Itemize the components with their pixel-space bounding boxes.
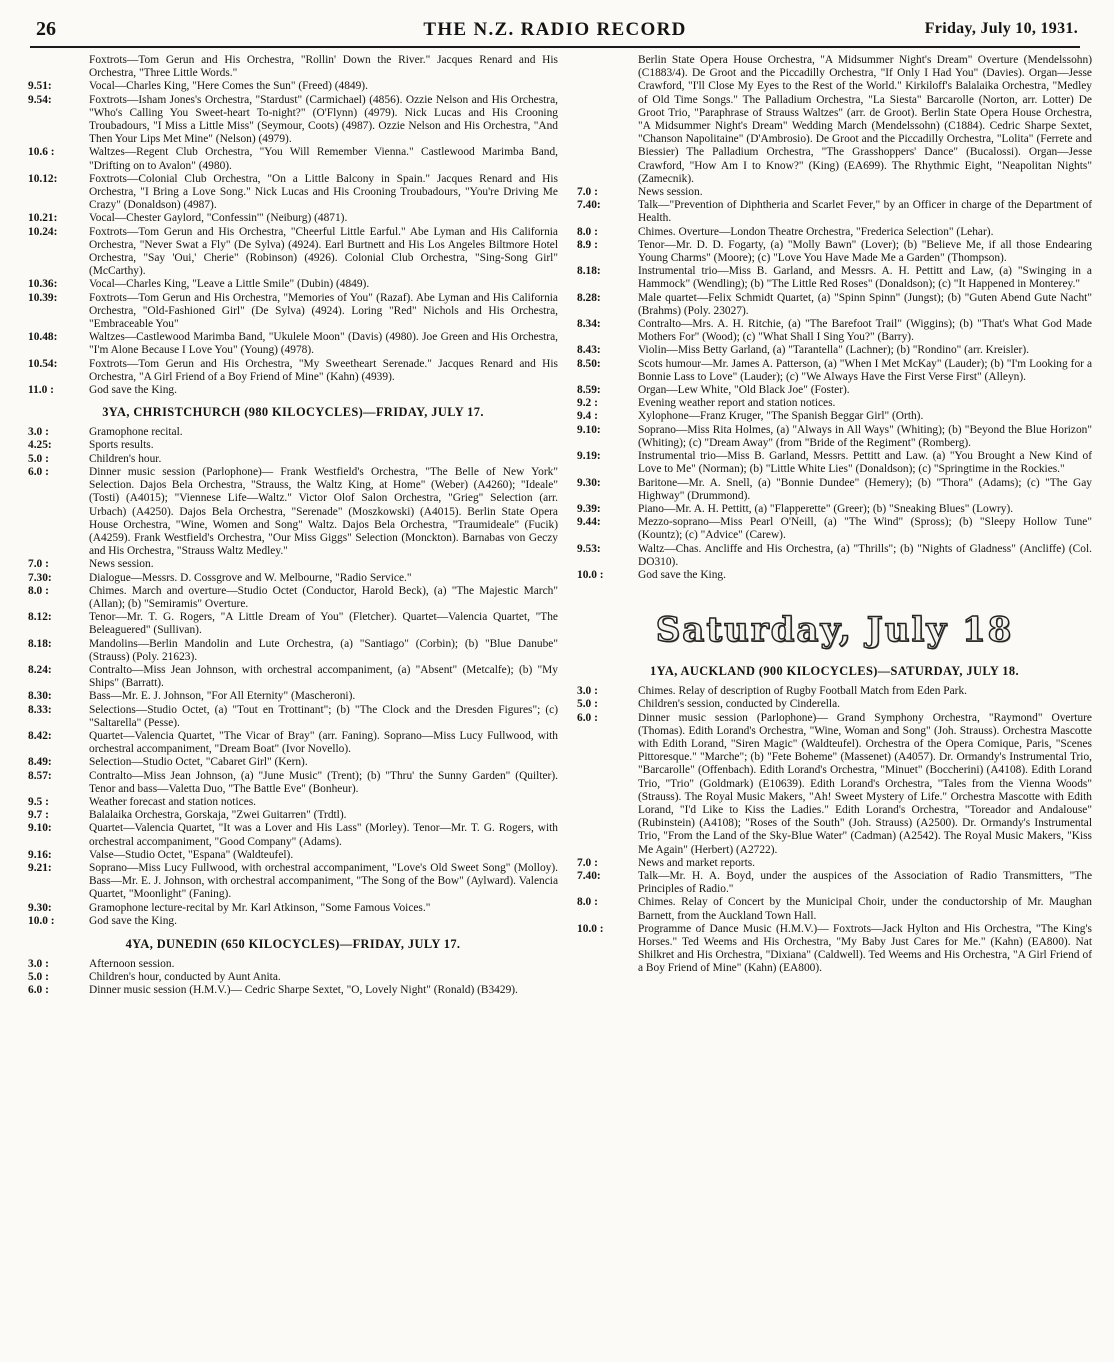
programme-entry (577, 424, 1092, 450)
programme-entry (28, 558, 558, 571)
programme-entry (577, 318, 1092, 344)
entry-text: Dinner music session (H.M.V.)— Cedric Sharpe Sextet, "O, Lovely Night" (Ronald) (B3429). (89, 984, 518, 997)
entry-text: Organ—Lew White, "Old Black Joe" (Foster). (638, 384, 850, 397)
programme-entry (28, 822, 558, 848)
programme-entry (577, 712, 1092, 857)
programme-entry (28, 466, 558, 558)
entry-time: 10.6 : (28, 146, 55, 159)
entry-time: 6.0 : (28, 984, 49, 997)
entry-text: Chimes. Relay of Concert by the Municipal Choir, under the conductorship of Mr. Maughan Barnett, from the Auckland Town Hall. (638, 896, 1092, 922)
entry-time: 9.10: (577, 423, 601, 436)
entry-time: 5.0 : (28, 452, 49, 465)
programme-entry (577, 543, 1092, 569)
entry-time: 8.34: (577, 318, 601, 331)
programme-entry (577, 857, 1092, 870)
station-heading: 3YA, CHRISTCHURCH (980 KILOCYCLES)—FRIDAY, JULY 17. (102, 405, 484, 420)
entry-time: 8.0 : (28, 584, 49, 597)
entry-text: Foxtrots—Tom Gerun and His Orchestra, "My Sweetheart Serenade." Jacques Renard and His Orchestra, "A Girl Friend of a Boy Friend of Mine" (Kahn) (4939). (89, 357, 558, 383)
entry-text: Mandolins—Berlin Mandolin and Lute Orchestra, (a) "Santiago" (Corbin); (b) "Blue Danube" (Strauss) (Poly. 21623). (89, 637, 558, 663)
entry-text: Chimes. Overture—London Theatre Orchestra, "Frederica Selection" (Lehar). (638, 225, 994, 238)
entry-time: 8.0 : (577, 225, 598, 238)
entry-text: Gramophone lecture-recital by Mr. Karl Atkinson, "Some Famous Voices." (89, 901, 431, 914)
entry-text: Vocal—Charles King, "Leave a Little Smile" (Dubin) (4849). (89, 278, 370, 291)
entry-text: Contralto—Miss Jean Johnson, with orchestral accompaniment, (a) "Absent" (Metcalfe); (b) "My Ships" (Barratt). (89, 663, 558, 690)
right-column (577, 54, 1092, 976)
programme-entry (28, 984, 558, 997)
programme-entry (28, 94, 558, 147)
entry-text: Foxtrots—Tom Gerun and His Orchestra, "Memories of You" (Razaf). Abe Lyman and His California Orchestra, "Old-Fashioned Girl" (De Sylva) (4924). Loring "Red" Nichols and His Orchestra, "Embraceable You" (89, 291, 558, 331)
entry-text: Children's hour, conducted by Aunt Anita. (89, 971, 281, 984)
entry-time: 7.40: (577, 199, 601, 212)
entry-text: Children's hour. (89, 452, 162, 465)
publication-title: THE N.Z. RADIO RECORD (423, 19, 687, 40)
entry-time: 9.5 : (28, 795, 49, 808)
entry-time: 10.54: (28, 357, 58, 370)
programme-entry (28, 426, 558, 439)
entry-time: 8.30: (28, 690, 52, 703)
entry-time: 3.0 : (577, 685, 598, 698)
entry-time: 10.12: (28, 172, 58, 185)
left-column (28, 54, 558, 998)
programme-entry (28, 212, 558, 225)
entry-time: 7.0 : (28, 558, 49, 571)
entry-text: Evening weather report and station notices. (638, 397, 836, 410)
entry-time: 7.0 : (577, 186, 598, 199)
programme-entry (28, 611, 558, 637)
entry-text: Weather forecast and station notices. (89, 795, 257, 808)
programme-entry (577, 477, 1092, 503)
programme-entry (28, 770, 558, 796)
entry-text: Xylophone—Franz Kruger, "The Spanish Beggar Girl" (Orth). (638, 410, 924, 423)
entry-time: 9.4 : (577, 410, 598, 423)
entry-text: Afternoon session. (89, 958, 175, 970)
programme-entry (28, 809, 558, 822)
entry-time: 9.30: (577, 476, 601, 489)
programme-entry (577, 870, 1092, 896)
entry-text: Dinner music session (Parlophone)— Grand Symphony Orchestra, "Raymond" Overture (Thomas). Edith Lorand's Orchestra, "Wine, Woman and Song" (Joh. Strauss). Orchestra Mascotte with Edith Lorand, "Siren Magic" (Waldteufel). Orchestra of the Opera Comique, Paris, "Scenes Pittoresque." "Marche"; (b) "Fete Boheme" (Massenet) (A4057). Dr. Ormandy's Instrumental Trio, "Barcarolle" (Offenbach). Edith Lorand's Orchestra, "Minuet" (Boccherini) (A4108). Edith Lorand Trio, "Trio" (Goldmark) (E10639). Edith Lorand's Orchestra, "Tales from the Vienna Woods" (Strauss). The Royal Music Makers, "Ah! Sweet Mystery of Life." Orchestra Mascotte with Edith Lorand, "I'd Like to Kiss the Ladies." Edith Lorand's Orchestra, "Toreador and Andalouse" (Rubinstein) (A4108); "Roses of the South" (Joh. Strauss) (A2500). Dr. Ormandy's Instrumental Trio, "From the Land of the Sky-Blue Water" (Cadman) (A2542). The Royal Music Makers, "Kiss Me Again" (Herbert) (A2722). (638, 711, 1092, 856)
programme-entry (28, 585, 558, 611)
entry-text: Tenor—Mr. T. G. Rogers, "A Little Dream of You" (Fletcher). Quartet—Valencia Quartet, "The Beleaguered" (Sullivan). (89, 611, 558, 637)
entry-text: God save the King. (638, 568, 726, 581)
entry-time: 9.21: (28, 861, 52, 874)
programme-entry (28, 690, 558, 703)
programme-entry (28, 796, 558, 809)
entry-time: 9.30: (28, 901, 52, 914)
entry-time: 6.0 : (577, 711, 598, 724)
entry-time: 7.0 : (577, 856, 598, 869)
entry-time: 10.36: (28, 278, 58, 291)
entry-text: Foxtrots—Colonial Club Orchestra, "On a Little Balcony in Spain." Jacques Renard and His Orchestra, "I Bring a Love Song." Nick Lucas and His Crooning Troubadours, "You're Driving Me Crazy" (Donaldson) (4987). (89, 172, 558, 212)
programme-entry (28, 226, 558, 279)
entry-text: Chimes. Relay of description of Rugby Football Match from Eden Park. (638, 685, 968, 698)
entry-time: 8.12: (28, 611, 52, 624)
entry-time: 8.9 : (577, 238, 598, 251)
programme-block (28, 958, 558, 998)
entry-text: Scots humour—Mr. James A. Patterson, (a) "When I Met McKay" (Lauder); (b) "I'm Looking for a Bonnie Lass to Love" (Lauder); (c) "We Always Have the First Verse First" (Alleyn). (638, 357, 1092, 383)
entry-time: 7.30: (28, 571, 52, 584)
entry-text: Selections—Studio Octet, (a) "Tout en Trottinant"; (b) "The Clock and the Dresden Figures"; (c) "Saltarella" (Pesse). (89, 703, 558, 729)
entry-time (28, 54, 86, 80)
programme-entry (28, 849, 558, 862)
entry-text: Valse—Studio Octet, "Espana" (Waldteufel). (89, 848, 294, 861)
entry-text: Talk—"Prevention of Diphtheria and Scarlet Fever," by an Officer in charge of the Department of Health. (638, 199, 1092, 225)
entry-text: Instrumental trio—Miss B. Garland, and Messrs. A. H. Pettitt and Law, (a) "Swinging in a Hammock" (Wendling); (b) "The Little Red Roses" (Donaldson); (c) "It Happened in Monterey." (638, 265, 1092, 291)
entry-text: News session. (89, 558, 154, 571)
entry-text: Balalaika Orchestra, Gorskaja, "Zwei Guitarren" (Trdtl). (89, 809, 347, 822)
entry-text: Foxtrots—Tom Gerun and His Orchestra, "Cheerful Little Earful." Abe Lyman and His California Orchestra, "Never Swat a Fly" (De Sylva) (4924). Earl Burtnett and His Los Angeles Biltmore Hotel Orchestra, "Say 'Oui,' Cherie" (Robinson) (4926). Colonial Club Orchestra, "Sing-Song Girl" (McCarthy). (89, 225, 558, 278)
entry-time: 10.24: (28, 225, 58, 238)
entry-text: Instrumental trio—Miss B. Garland, Messrs. Pettitt and Law. (a) "You Brought a New Kind of Love to Me" (Norman); (b) "Little White Lies" (Donaldson); (c) "Springtime in the Rockies." (638, 450, 1092, 476)
entry-text: Baritone—Mr. A. Snell, (a) "Bonnie Dundee" (Hemery); (b) "Thora" (Adams); (c) "The Gay Highway" (Drummond). (638, 476, 1092, 502)
programme-entry (28, 958, 558, 971)
entry-time: 5.0 : (28, 971, 49, 984)
entry-time: 8.33: (28, 703, 52, 716)
page-number: 26 (36, 18, 56, 40)
programme-entry (28, 453, 558, 466)
programme-entry (577, 344, 1092, 357)
entry-text: Selection—Studio Octet, "Cabaret Girl" (Kern). (89, 756, 308, 769)
entry-text: News and market reports. (638, 856, 756, 869)
entry-text: Waltzes—Castlewood Marimba Band, "Ukulele Moon" (Davis) (4980). Joe Green and His Orchestra, "I'm Alone Because I Love You" (Young) (4978). (89, 331, 558, 357)
programme-entry (577, 199, 1092, 225)
programme-entry (28, 572, 558, 585)
station-heading: 4YA, DUNEDIN (650 KILOCYCLES)—FRIDAY, JULY 17. (125, 937, 461, 951)
entry-text: God save the King. (89, 384, 177, 397)
programme-entry (577, 397, 1092, 410)
programme-entry (28, 915, 558, 928)
programme-entry (28, 358, 558, 384)
programme-entry (577, 685, 1092, 698)
entry-text: Dinner music session (Parlophone)— Frank Westfield's Orchestra, "The Belle of New York" Selection. Dajos Bela Orchestra, "Strauss, the Waltz King, at Home" (Weber) (A4260); "Ideale" (Tosti) (A4015); "Viennese Life—Waltz." Victor Olof Salon Orchestra, "Grieg" Selection (arr. Urbach) (A4250). Dajos Bela Orchestra, "Serenade" (Moszkowski) (A4015). Berlin State Opera House Orchestra, "Wine, Women and Song" Waltz. Dajos Bela Orchestra, "Traumideale" (Fucik) (A4259). Frank Westfield's Orchestra, "Our Miss Giggs" Selection (Monckton). Barnabas von Geczy and His Orchestra, "Strauss Waltz Medley." (89, 465, 558, 558)
entry-time: 9.7 : (28, 809, 49, 822)
programme-entry (28, 80, 558, 93)
entry-time: 9.16: (28, 848, 52, 861)
programme-entry (577, 358, 1092, 384)
entry-time: 9.2 : (577, 397, 598, 410)
entry-time: 6.0 : (28, 465, 49, 478)
programme-entry (28, 278, 558, 291)
entry-text: Programme of Dance Music (H.M.V.)— Foxtrots—Jack Hylton and His Orchestra, "The King's Horses." Ted Weems and His Orchestra, "My Baby Just Cares for Me." (Kahn) (EA800). Nat Shilkret and His Orchestra, "Dixiana" (Caldwell). Ted Weems and His Orchestra, "A Girl Friend of a Boy Friend of Mine" (Kahn) (EA800). (638, 922, 1092, 975)
programme-entry (577, 569, 1092, 582)
entry-text: Foxtrots—Isham Jones's Orchestra, "Stardust" (Carmichael) (4856). Ozzie Nelson and His Orchestra, "Who's Calling You Sweet-heart To-night?" (O'Flynn) (4979). Nick Lucas and His Crooning Troubadours, "I Miss a Little Miss" (Seymour, Coots) (4987). Ozzie Nelson and His Orchestra, "And Then Your Lips Met Mine" (Nelson) (4979). (89, 93, 558, 146)
entry-time: 8.43: (577, 344, 601, 357)
programme-entry (28, 331, 558, 357)
programme-entry (577, 239, 1092, 265)
entry-time: 5.0 : (577, 698, 598, 711)
programme-entry (28, 638, 558, 664)
programme-entry (28, 146, 558, 172)
day-heading: Saturday, July 18 (655, 610, 1014, 651)
programme-entry (28, 384, 558, 397)
programme-block (28, 426, 558, 928)
entry-time: 8.18: (28, 637, 52, 650)
programme-entry (577, 292, 1092, 318)
programme-entry (28, 173, 558, 213)
entry-time: 11.0 : (28, 384, 54, 397)
entry-time: 4.25: (28, 439, 52, 452)
programme-entry (577, 226, 1092, 239)
entry-time: 8.0 : (577, 896, 598, 909)
issue-date: Friday, July 10, 1931. (924, 20, 1078, 37)
entry-time: 9.10: (28, 822, 52, 835)
entry-time (577, 54, 635, 186)
entry-time: 10.0 : (28, 914, 55, 927)
entry-time: 8.18: (577, 265, 601, 278)
entry-text: Quartet—Valencia Quartet, "It was a Lover and His Lass" (Morley). Tenor—Mr. T. G. Rogers, with orchestral accompaniment, "Good Company" (Adams). (89, 822, 558, 848)
programme-block (577, 54, 1092, 582)
programme-entry (28, 54, 558, 80)
programme-entry (28, 704, 558, 730)
entry-text: Violin—Miss Betty Garland, (a) "Tarantella" (Lachner); (b) "Rondino" (arr. Kreisler). (638, 344, 1029, 357)
entry-text: Children's session, conducted by Cinderella. (638, 698, 840, 711)
entry-time: 8.24: (28, 663, 52, 676)
programme-entry (577, 896, 1092, 922)
entry-text: Mezzo-soprano—Miss Pearl O'Neill, (a) "The Wind" (Spross); (b) "Sleepy Hollow Tune" (Kountz); (c) "Advice" (Carew). (638, 516, 1092, 542)
entry-time: 8.57: (28, 769, 52, 782)
entry-time: 10.0 : (577, 568, 604, 581)
programme-entry (577, 410, 1092, 423)
entry-text: Male quartet—Felix Schmidt Quartet, (a) "Spinn Spinn" (Jungst); (b) "Guten Abend Gute Nacht" (Brahms) (Poly. 23027). (638, 291, 1092, 317)
programme-entry (577, 516, 1092, 542)
entry-time: 8.59: (577, 384, 601, 397)
entry-time: 9.53: (577, 542, 601, 555)
page-header (30, 14, 1080, 48)
entry-text: Quartet—Valencia Quartet, "The Vicar of Bray" (arr. Faning). Soprano—Miss Lucy Fullwood, with orchestral accompaniment, "Dream Boat" (Ivor Novello). (89, 729, 558, 756)
entry-time: 8.50: (577, 357, 601, 370)
programme-entry (28, 862, 558, 902)
programme-entry (577, 186, 1092, 199)
entry-time: 8.49: (28, 756, 52, 769)
entry-text: God save the King. (89, 914, 177, 927)
programme-entry (28, 292, 558, 332)
entry-text: News session. (638, 186, 703, 199)
entry-time: 10.39: (28, 291, 58, 304)
entry-time: 3.0 : (28, 426, 49, 439)
entry-text: Vocal—Chester Gaylord, "Confessin'" (Neiburg) (4871). (89, 212, 348, 225)
entry-text: Gramophone recital. (89, 426, 183, 439)
entry-text: Talk—Mr. H. A. Boyd, under the auspices of the Association of Radio Transmitters, "The Principles of Radio." (638, 869, 1092, 896)
programme-entry (577, 503, 1092, 516)
entry-time: 8.42: (28, 729, 52, 742)
entry-text: Vocal—Charles King, "Here Comes the Sun" (Freed) (4849). (89, 80, 368, 93)
entry-text: Berlin State Opera House Orchestra, "A Midsummer Night's Dream" Overture (Mendelssohn) (C1883/4). De Groot and the Piccadilly Orchestra, "If Only I Had You" (Davies). Organ—Jesse Crawford, "I'll Close My Eyes to the Rest of the World." Kirkiloff's Balalaika Orchestra, "Medley of Old Time Songs." The Palladium Orchestra, "La Siesta" Barcarolle (Norton, arr. Lotter) De Groot Trio, "Paraphrase of Strauss Waltzes" (arr. de Groot). Berlin State Opera House Orchestra, "A Midsummer Night's Dream" Wedding March (Mendelssohn) (C1884). Cedric Sharpe Sextet, "Chanson Napolitaine" (D'Ambrosio). De Groot and the Piccadilly Orchestra, "Lolita" (Ferrete and Biessier) The Palladium Orchestra, "The Grasshoppers' Dance" (Bucalossi). Organ—Jesse Crawford, "How Am I to Know?" (King) (EA699). The Rhythmic Eight, "Neapolitan Nights" (Zamecnik). (638, 54, 1092, 185)
programme-entry (577, 450, 1092, 476)
entry-time: 8.28: (577, 291, 601, 304)
station-heading: 1YA, AUCKLAND (900 KILOCYCLES)—SATURDAY, JULY 18. (650, 664, 1019, 679)
entry-time: 9.54: (28, 93, 52, 106)
programme-entry (577, 923, 1092, 976)
programme-entry (28, 439, 558, 452)
entry-text: Piano—Mr. A. H. Pettitt, (a) "Flapperette" (Greer); (b) "Sneaking Blues" (Lowry). (638, 502, 1014, 515)
programme-entry (28, 902, 558, 915)
programme-entry (577, 54, 1092, 186)
entry-text: Bass—Mr. E. J. Johnson, "For All Eternity" (Mascheroni). (89, 690, 356, 703)
programme-entry (28, 664, 558, 690)
entry-text: Contralto—Mrs. A. H. Ritchie, (a) "The Barefoot Trail" (Wiggins); (b) "That's What God Made Mothers For" (Wood); (c) "What Shall I Sing You?" (Barry). (638, 318, 1092, 344)
programme-entry (28, 756, 558, 769)
programme-block (28, 54, 558, 397)
entry-time: 9.39: (577, 502, 601, 515)
entry-text: Sports results. (89, 439, 154, 452)
programme-entry (28, 971, 558, 984)
programme-block (577, 685, 1092, 975)
entry-text: Soprano—Miss Lucy Fullwood, with orchestral accompaniment, "Love's Old Sweet Song" (Molloy). Bass—Mr. E. J. Johnson, with orchestral accompaniment, "The Song of the Bow" (Aylward). Valencia Quartet, "Moonlight" (Faning). (89, 861, 558, 901)
entry-text: Chimes. March and overture—Studio Octet (Conductor, Harold Beck), (a) "The Majestic March" (Allan); (b) "Semiramis" Overture. (89, 584, 558, 610)
entry-text: Dialogue—Messrs. D. Cossgrove and W. Melbourne, "Radio Service." (89, 571, 412, 584)
entry-text: Waltz—Chas. Ancliffe and His Orchestra, (a) "Thrills"; (b) "Nights of Gladness" (Ancliffe) (Col. DO310). (638, 542, 1092, 568)
entry-time: 7.40: (577, 869, 601, 882)
entry-text: Tenor—Mr. D. D. Fogarty, (a) "Molly Bawn" (Lover); (b) "Believe Me, if all those Endearing Young Charms" (Moore); (c) "Love You Have Made Me a Garden" (Thompson). (638, 238, 1092, 265)
entry-text: Soprano—Miss Rita Holmes, (a) "Always in All Ways" (Whiting); (b) "Beyond the Blue Horizon" (Whiting); (c) "Dream Away" (from "Bride of the Regiment" (Romberg). (638, 423, 1092, 449)
entry-time: 3.0 : (28, 958, 49, 970)
entry-text: Contralto—Miss Jean Johnson, (a) "June Music" (Trent); (b) "Thru' the Sunny Garden" (Quilter). Tenor and bass—Valetta Duo, "The Battle Eve" (Bonheur). (89, 769, 558, 795)
entry-time: 9.51: (28, 80, 52, 93)
entry-time: 9.19: (577, 450, 601, 463)
entry-time: 10.48: (28, 331, 58, 344)
programme-entry (28, 730, 558, 756)
entry-time: 10.21: (28, 212, 58, 225)
entry-text: Foxtrots—Tom Gerun and His Orchestra, "Rollin' Down the River." Jacques Renard and His Orchestra, "Three Little Words." (89, 54, 558, 80)
entry-time: 10.0 : (577, 922, 604, 935)
programme-entry (577, 698, 1092, 711)
programme-entry (577, 384, 1092, 397)
entry-time: 9.44: (577, 516, 601, 529)
programme-entry (577, 265, 1092, 291)
entry-text: Waltzes—Regent Club Orchestra, "You Will Remember Vienna." Castlewood Marimba Band, "Drifting on to Avalon" (4980). (89, 146, 558, 172)
